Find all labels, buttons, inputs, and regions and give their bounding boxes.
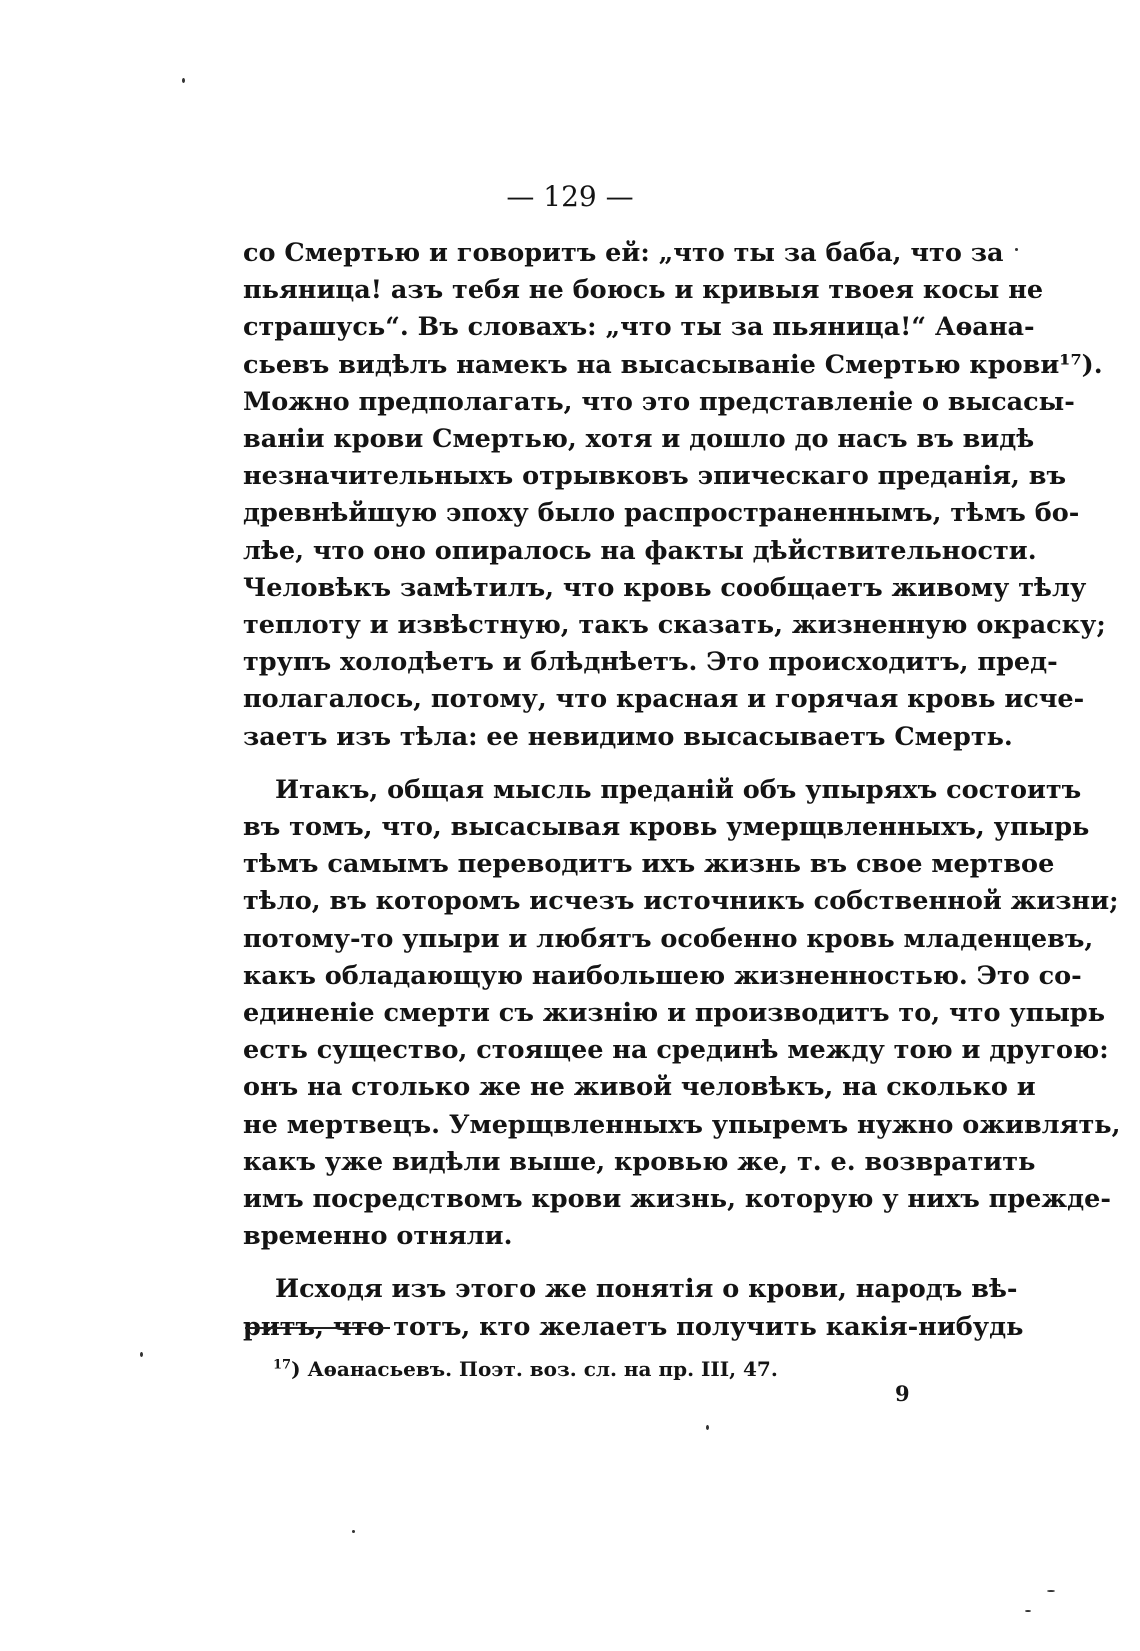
scan-speck: [1025, 1610, 1031, 1612]
text-line: лѣе, что оно опиралось на факты дѣйствительности.: [243, 535, 1037, 566]
footnote-marker: 17: [273, 1357, 292, 1373]
body-text: [243, 235, 1121, 1346]
page-number: — 129 —: [506, 180, 634, 213]
text-line: временно отняли.: [243, 1221, 513, 1252]
text-line: древнѣйшую эпоху было распространеннымъ, тѣмъ бо-: [243, 498, 1080, 529]
text-line: теплоту и извѣстную, такъ сказать, жизненную окраску;: [243, 610, 1106, 641]
text-line: есть существо, стоящее на срединѣ между тою и другою:: [243, 1035, 1109, 1066]
scan-speck: [1015, 248, 1018, 251]
text-line: тѣло, въ которомъ исчезъ источникъ собственной жизни;: [243, 886, 1119, 917]
scan-speck: [352, 1530, 355, 1533]
text-line: ритъ, что тотъ, кто желаетъ получить какія-нибудь: [243, 1311, 1024, 1342]
text-line: Человѣкъ замѣтилъ, что кровь сообщаетъ живому тѣлу: [243, 572, 1087, 603]
text-line: Итакъ, общая мысль преданій объ упыряхъ состоитъ: [275, 774, 1082, 805]
scan-speck: [706, 1425, 709, 1430]
text-line: единеніе смерти съ жизнію и производитъ то, что упырь: [243, 998, 1106, 1029]
text-line: трупъ холодѣетъ и блѣднѣетъ. Это происходитъ, пред-: [243, 647, 1058, 678]
signature-mark: 9: [895, 1381, 910, 1406]
text-line: ваніи крови Смертью, хотя и дошло до насъ въ видѣ: [243, 424, 1035, 455]
scan-speck: [1047, 1590, 1055, 1592]
text-line: потому-то упыри и любятъ особенно кровь младенцевъ,: [243, 923, 1094, 954]
text-line: страшусь“. Въ словахъ: „что ты за пьяница!“ Аѳана-: [243, 312, 1035, 343]
text-line: Можно предполагать, что это представленіе о высасы-: [243, 386, 1075, 417]
text-line: полагалось, потому, что красная и горячая кровь исче-: [243, 684, 1085, 715]
text-line: сьевъ видѣлъ намекъ на высасываніе Смертью крови¹⁷).: [243, 349, 1103, 380]
text-line: какъ обладающую наибольшею жизненностью. Это со-: [243, 960, 1082, 991]
text-line: со Смертью и говоритъ ей: „что ты за баба, что за: [243, 238, 1004, 268]
text-line: заетъ изъ тѣла: ее невидимо высасываетъ Смерть.: [243, 721, 1013, 752]
text-line: какъ уже видѣли выше, кровью же, т. е. возвратить: [243, 1146, 1036, 1177]
text-line: пьяница! азъ тебя не боюсь и кривыя твоея косы не: [243, 275, 1044, 306]
scan-speck: [140, 1352, 143, 1357]
footnote-text: ) Аѳанасьевъ. Поэт. воз. сл. на пр. III, 47.: [291, 1357, 778, 1381]
text-line: не мертвецъ. Умерщвленныхъ упыремъ нужно оживлять,: [243, 1109, 1121, 1140]
text-line: онъ на столько же не живой человѣкъ, на сколько и: [243, 1072, 1036, 1103]
footnote-divider: [245, 1327, 390, 1329]
text-line: тѣмъ самымъ переводитъ ихъ жизнь въ свое мертвое: [243, 849, 1055, 880]
text-line: Исходя изъ этого же понятія о крови, народъ вѣ-: [275, 1274, 1018, 1305]
text-line: имъ посредствомъ крови жизнь, которую у нихъ преждe-: [243, 1184, 1111, 1215]
scan-speck: [182, 78, 185, 83]
text-line: въ томъ, что, высасывая кровь умерщвленныхъ, упырь: [243, 812, 1090, 843]
text-line: незначительныхъ отрывковъ эпическаго преданія, въ: [243, 461, 1067, 492]
footnote: [273, 1357, 778, 1381]
